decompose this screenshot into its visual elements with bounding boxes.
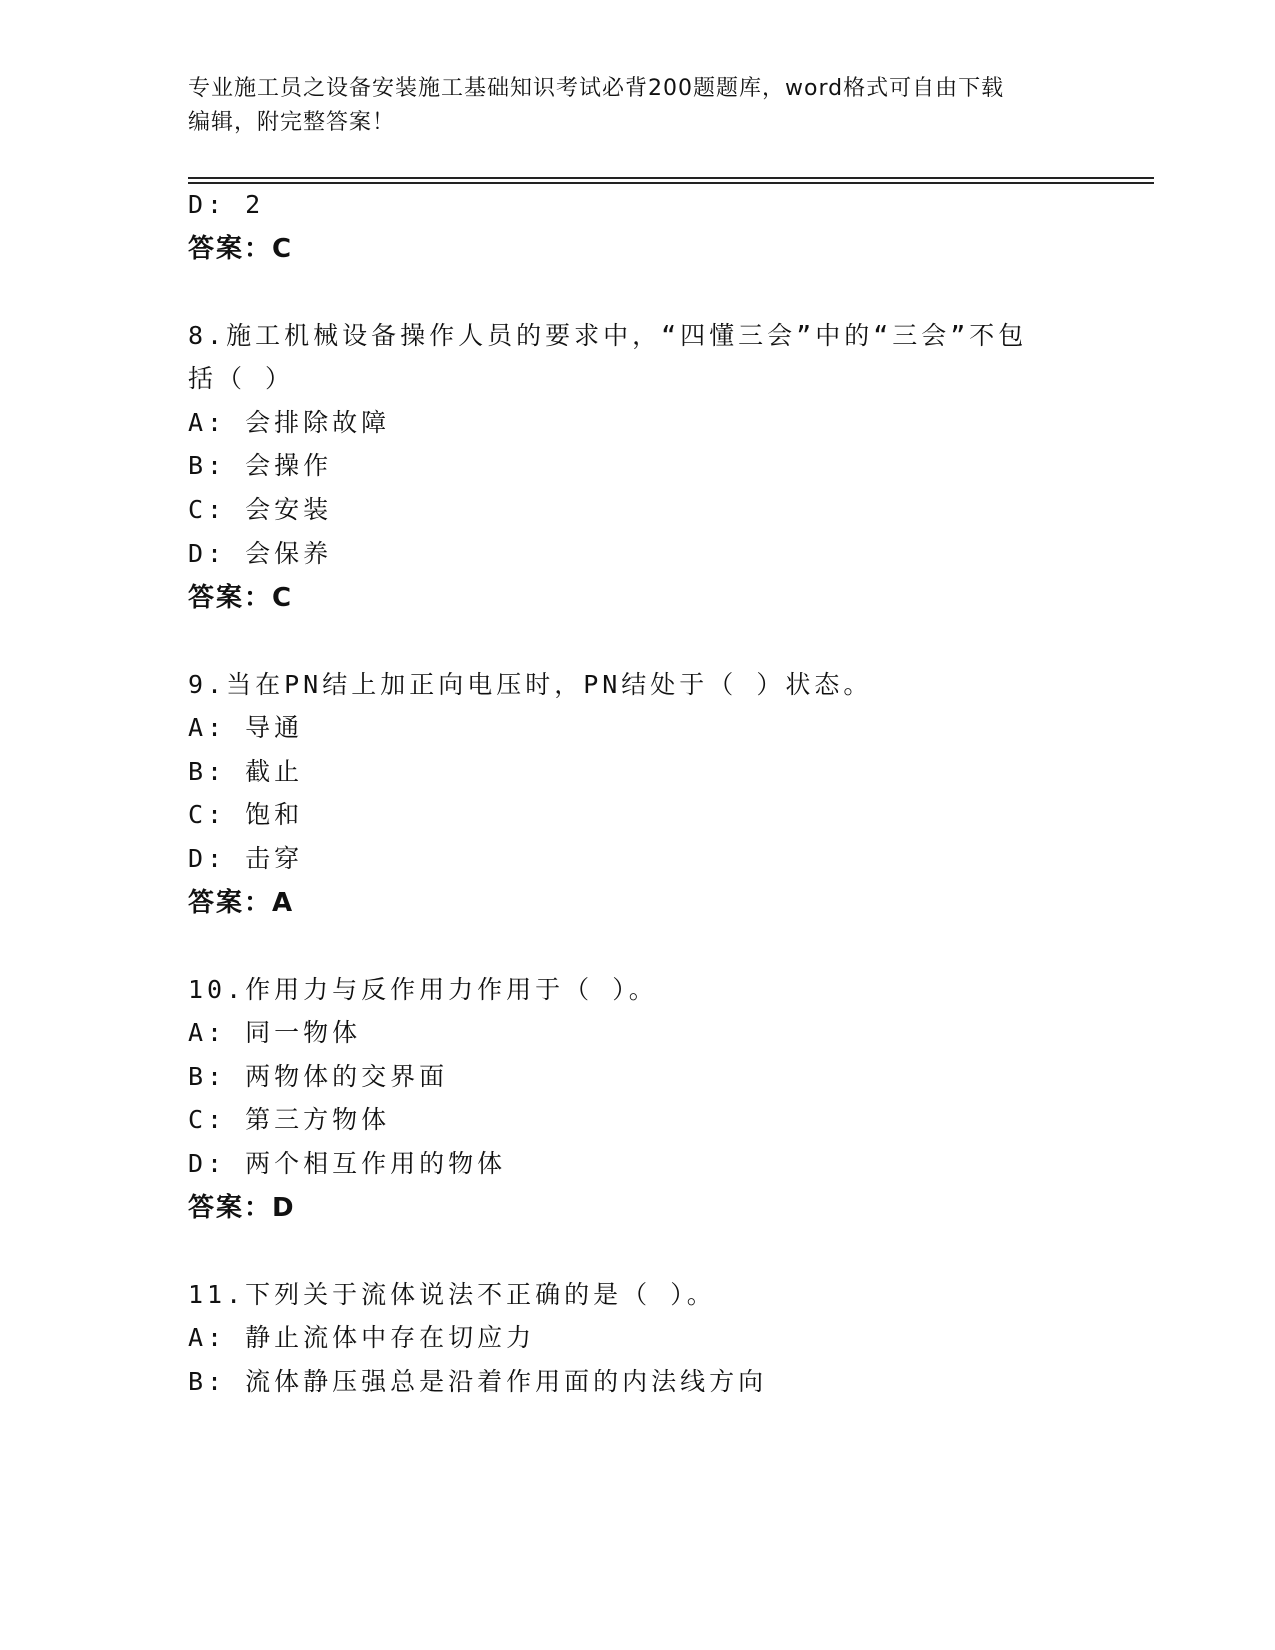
prev-answer: 答案：C xyxy=(188,234,294,264)
q10-option-b: B: 两物体的交界面 xyxy=(188,1062,449,1091)
header-title-line2: 编辑，附完整答案！ xyxy=(188,110,396,135)
prev-option-d: D: 2 xyxy=(188,190,265,219)
q11-stem: 11.下列关于流体说法不正确的是（ ）。 xyxy=(188,1280,716,1309)
q9-option-d: D: 击穿 xyxy=(188,844,304,873)
document-header xyxy=(188,72,1088,140)
q10-option-c: C: 第三方物体 xyxy=(188,1105,391,1134)
q11-option-b: B: 流体静压强总是沿着作用面的内法线方向 xyxy=(188,1367,768,1396)
q8-option-c: C: 会安装 xyxy=(188,495,333,524)
q8-stem-line1: 8.施工机械设备操作人员的要求中，“四懂三会”中的“三会”不包 xyxy=(188,321,1028,350)
q10-answer: 答案：D xyxy=(188,1193,296,1223)
q11-option-a: A: 静止流体中存在切应力 xyxy=(188,1323,536,1352)
q9-answer: 答案：A xyxy=(188,888,295,918)
header-title-line1: 专业施工员之设备安装施工基础知识考试必背200题题库，word格式可自由下载 xyxy=(188,76,1005,101)
header-divider-bottom xyxy=(188,182,1154,184)
q10-option-d: D: 两个相互作用的物体 xyxy=(188,1149,507,1178)
q9-stem: 9.当在PN结上加正向电压时，PN结处于（ ）状态。 xyxy=(188,670,873,699)
q8-answer: 答案：C xyxy=(188,583,294,613)
header-divider-top xyxy=(188,177,1154,179)
q8-option-d: D: 会保养 xyxy=(188,539,333,568)
q10-stem: 10.作用力与反作用力作用于（ ）。 xyxy=(188,975,658,1004)
q8-stem-line2: 括（ ） xyxy=(188,364,295,393)
q9-option-a: A: 导通 xyxy=(188,713,304,742)
q8-option-a: A: 会排除故障 xyxy=(188,408,391,437)
q8-option-b: B: 会操作 xyxy=(188,451,333,480)
q10-option-a: A: 同一物体 xyxy=(188,1018,362,1047)
q9-option-c: C: 饱和 xyxy=(188,800,304,829)
q9-option-b: B: 截止 xyxy=(188,757,304,786)
